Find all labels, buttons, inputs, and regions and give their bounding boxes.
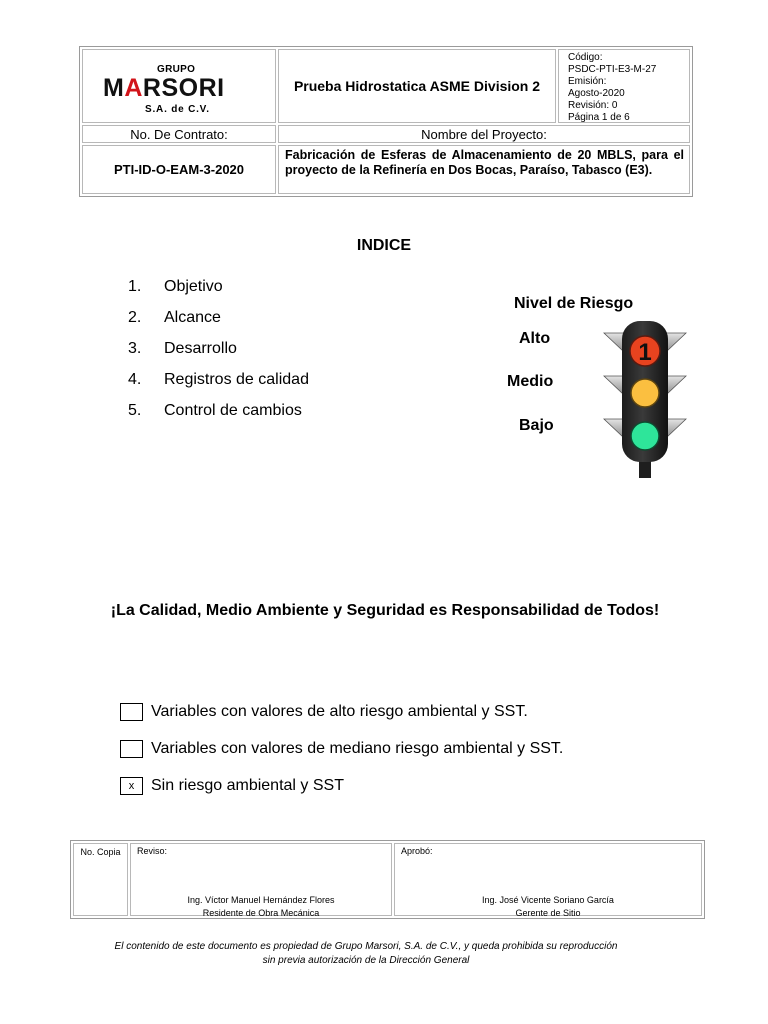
contract-value: PTI-ID-O-EAM-3-2020 [82, 145, 276, 194]
emission-value: Agosto-2020 [568, 88, 625, 99]
approver-name: Ing. José Vicente Soriano García [482, 895, 614, 905]
risk-option-label: Variables con valores de alto riesgo ambiental y SST. [151, 703, 528, 720]
index-item: 3. Desarrollo [128, 340, 237, 357]
approver-block [395, 894, 701, 920]
traffic-light-icon [602, 318, 688, 480]
revision: Revisión: 0 [568, 100, 618, 111]
confidentiality-footer [0, 940, 732, 968]
contract-label: No. De Contrato: [82, 125, 276, 143]
document-code-block [558, 49, 690, 123]
green-light [631, 422, 659, 450]
signature-table [70, 840, 705, 919]
logo-cell [82, 49, 276, 123]
reviewed-by-label: Reviso: [137, 846, 168, 856]
project-label: Nombre del Proyecto: [278, 125, 690, 143]
reviewer-role: Residente de Obra Mecánica [202, 908, 320, 918]
yellow-light [631, 379, 659, 407]
index-title: INDICE [356, 237, 412, 254]
risk-high-label: Alto [519, 330, 551, 347]
approved-by-label: Aprobó: [401, 846, 433, 856]
risk-level-title: Nivel de Riesgo [514, 295, 634, 312]
risk-checkbox-high[interactable] [120, 703, 143, 721]
index-item: 1. Objetivo [128, 278, 223, 295]
risk-checkbox-medium[interactable] [120, 740, 143, 758]
index-list [128, 278, 309, 433]
company-logo [103, 62, 263, 117]
reviewer-block [131, 894, 391, 920]
footer-line-1: El contenido de este documento es propiedad de Grupo Marsori, S.A. de C.V., y queda prohibida su reproducción [114, 941, 618, 952]
risk-checkbox-none[interactable]: x [120, 777, 143, 795]
reviewed-by-cell [130, 843, 392, 916]
logo-grupo: GRUPO [157, 64, 196, 75]
page-number: Página 1 de 6 [568, 112, 630, 123]
risk-option-label: Sin riesgo ambiental y SST [151, 777, 344, 794]
emission-label: Emisión: [568, 76, 607, 87]
risk-option-medium [120, 740, 563, 758]
risk-option-high [120, 703, 528, 721]
project-value: Fabricación de Esferas de Almacenamiento de 20 MBLS, para el proyecto de la Refinería en Dos Bocas, Paraíso, Tabasco (E3). [278, 145, 690, 194]
logo-sa: S.A. de C.V. [145, 104, 210, 115]
document-title: Prueba Hidrostatica ASME Division 2 [278, 49, 556, 123]
risk-option-label: Variables con valores de mediano riesgo ambiental y SST. [151, 740, 564, 757]
safety-slogan: ¡La Calidad, Medio Ambiente y Seguridad es Responsabilidad de Todos! [110, 602, 660, 619]
approver-role: Gerente de Sitio [515, 908, 581, 918]
logo-brand: MARSORI [103, 74, 225, 102]
reviewer-name: Ing. Víctor Manuel Hernández Flores [187, 895, 335, 905]
index-item: 5. Control de cambios [128, 402, 302, 419]
footer-line-2: sin previa autorización de la Dirección General [262, 955, 470, 966]
risk-medium-label: Medio [507, 373, 554, 390]
risk-badge-number: 1 [638, 339, 652, 366]
document-header-table [79, 46, 693, 197]
approved-by-cell [394, 843, 702, 916]
risk-low-label: Bajo [519, 417, 554, 434]
code-value: PSDC-PTI-E3-M-27 [568, 64, 657, 75]
code-label: Código: [568, 52, 603, 63]
index-item: 2. Alcance [128, 309, 221, 326]
copy-number-cell: No. Copia [73, 843, 128, 916]
risk-option-none [120, 777, 344, 795]
index-item: 4. Registros de calidad [128, 371, 309, 388]
